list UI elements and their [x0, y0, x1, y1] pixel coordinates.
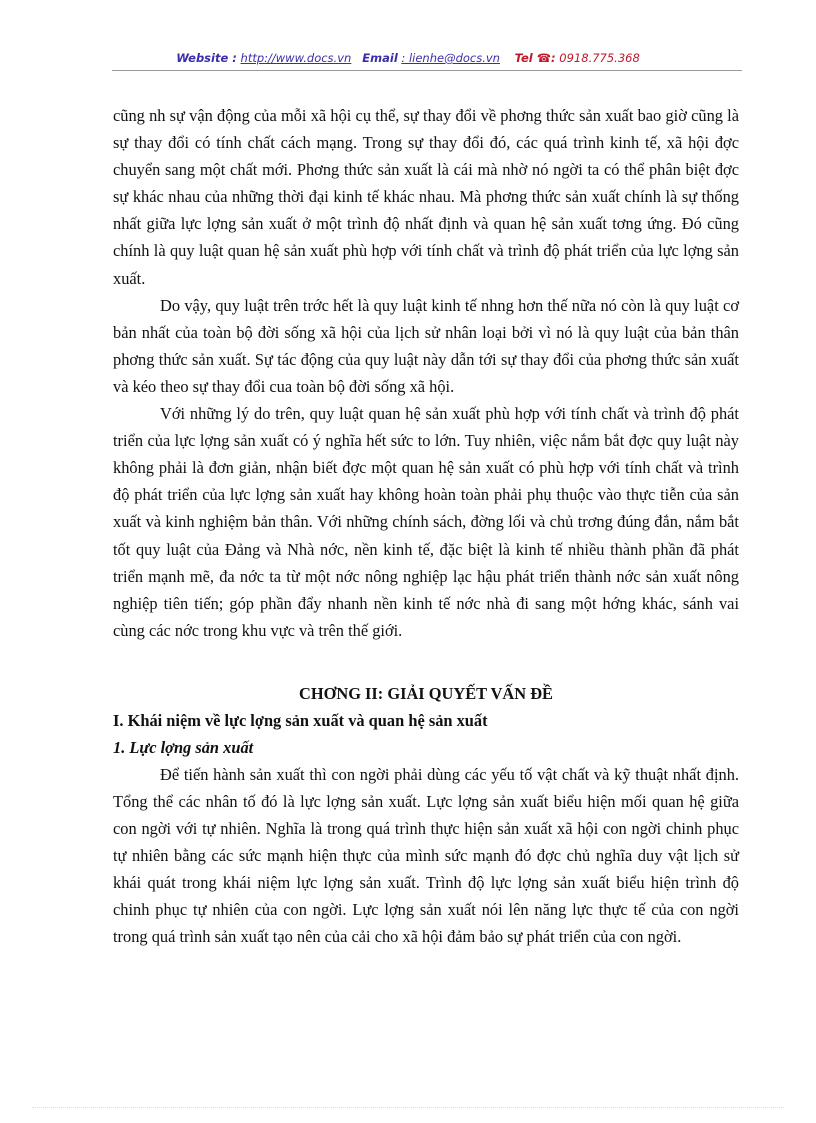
header-divider [112, 70, 742, 71]
document-body [113, 102, 739, 951]
email-link[interactable]: : lienhe@docs.vn [401, 51, 500, 65]
section-paragraph: Để tiến hành sản xuất thì con ngời phải dùng các yếu tố vật chất và kỹ thuật nhất định. Tổng thể các nhân tố đó là lực lợng sản xuất. Lực lợng sản xuất biểu hiện mối quan hệ giữa con ngời với tự nhiên. Nghĩa là trong quá trình thực hiện sản xuất xã hội con ngời chinh phục tự nhiên bằng các sức mạnh hiện thực của mình sức mạnh đó đợc chủ nghĩa duy vật lịch sử khái quát trong khái niệm lực lợng sản xuất. Trình độ lực lợng sản xuất biểu hiện trình độ chinh phục tự nhiên của con ngời. Lực lợng sản xuất nói lên năng lực thực tế của con ngời trong quá trình sản xuất tạo nên của cải cho xã hội đảm bảo sự phát triển của con ngời. [113, 764, 739, 947]
tel-label: Tel ☎: [514, 51, 556, 65]
website-link[interactable]: http://www.docs.vn [240, 51, 352, 65]
paragraph-1: cũng nh sự vận động của mỗi xã hội cụ thể, sự thay đổi về phơng thức sản xuất bao giờ cũng là sự thay đổi có tính chất cách mạng. Trong sự thay đổi đó, các quá trình kinh tế, xã hội đợc chuyển sang một chất mới. Phơng thức sản xuất là cái mà nhờ nó ngời ta có thể phân biệt đợc sự khác nhau của những thời đại kinh tế khác nhau. Mà phơng thức sản xuất chính là sự thống nhất giữa lực lợng sản xuất ở một trình độ nhất định và quan hệ sản xuất tơng ứng. Đó cũng chính là quy luật quan hệ sản xuất phù hợp với tính chất và trình độ phát triển của lực lợng sản xuất. [113, 106, 739, 288]
email-label: Email [362, 51, 398, 65]
chapter-title: CHƠNG II: GIẢI QUYẾT VẤN ĐỀ [299, 683, 553, 703]
section-title: I. Khái niệm về lực lợng sản xuất và quan hệ sản xuất [113, 710, 488, 730]
footer-divider [32, 1107, 784, 1108]
page-header [0, 51, 816, 65]
paragraph-3: Với những lý do trên, quy luật quan hệ sản xuất phù hợp với tính chất và trình độ phát triển của lực lợng sản xuất có ý nghĩa hết sức to lớn. Tuy nhiên, việc nắm bắt đợc quy luật này không phải là đơn giản, nhận biết đợc một quan hệ sản xuất có phù hợp với tính chất và trình độ phát triển của lực lợng sản xuất hay không hoàn toàn phải phụ thuộc vào thực tiễn của sản xuất và kinh nghiệm bản thân. Với những chính sách, đờng lối và chủ trơng đúng đắn, nắm bắt tốt quy luật của Đảng và Nhà nớc, nền kinh tế, đặc biệt là kinh tế nhiều thành phần đã phát triển mạnh mẽ, đa nớc ta từ một nớc nông nghiệp lạc hậu phát triển thành nớc sản xuất nông nghiệp tiên tiến; góp phần đẩy nhanh nền kinh tế nớc nhà đi sang một hớng khác, sánh vai cùng các nớc trong khu vực và trên thế giới. [113, 404, 739, 640]
tel-value: 0918.775.368 [559, 51, 640, 65]
website-label: Website : [176, 51, 237, 65]
subsection-title: 1. Lực lợng sản xuất [113, 737, 254, 757]
paragraph-2: Do vậy, quy luật trên trớc hết là quy luật kinh tế nhng hơn thế nữa nó còn là quy luật cơ bản nhất của toàn bộ đời sống xã hội của lịch sử nhân loại bởi vì nó là quy luật của bản thân phơng thức sản xuất. Sự tác động của quy luật này dẫn tới sự thay đổi của phơng thức sản xuất và kéo theo sự thay đổi cua toàn bộ đời sống xã hội. [113, 295, 739, 396]
